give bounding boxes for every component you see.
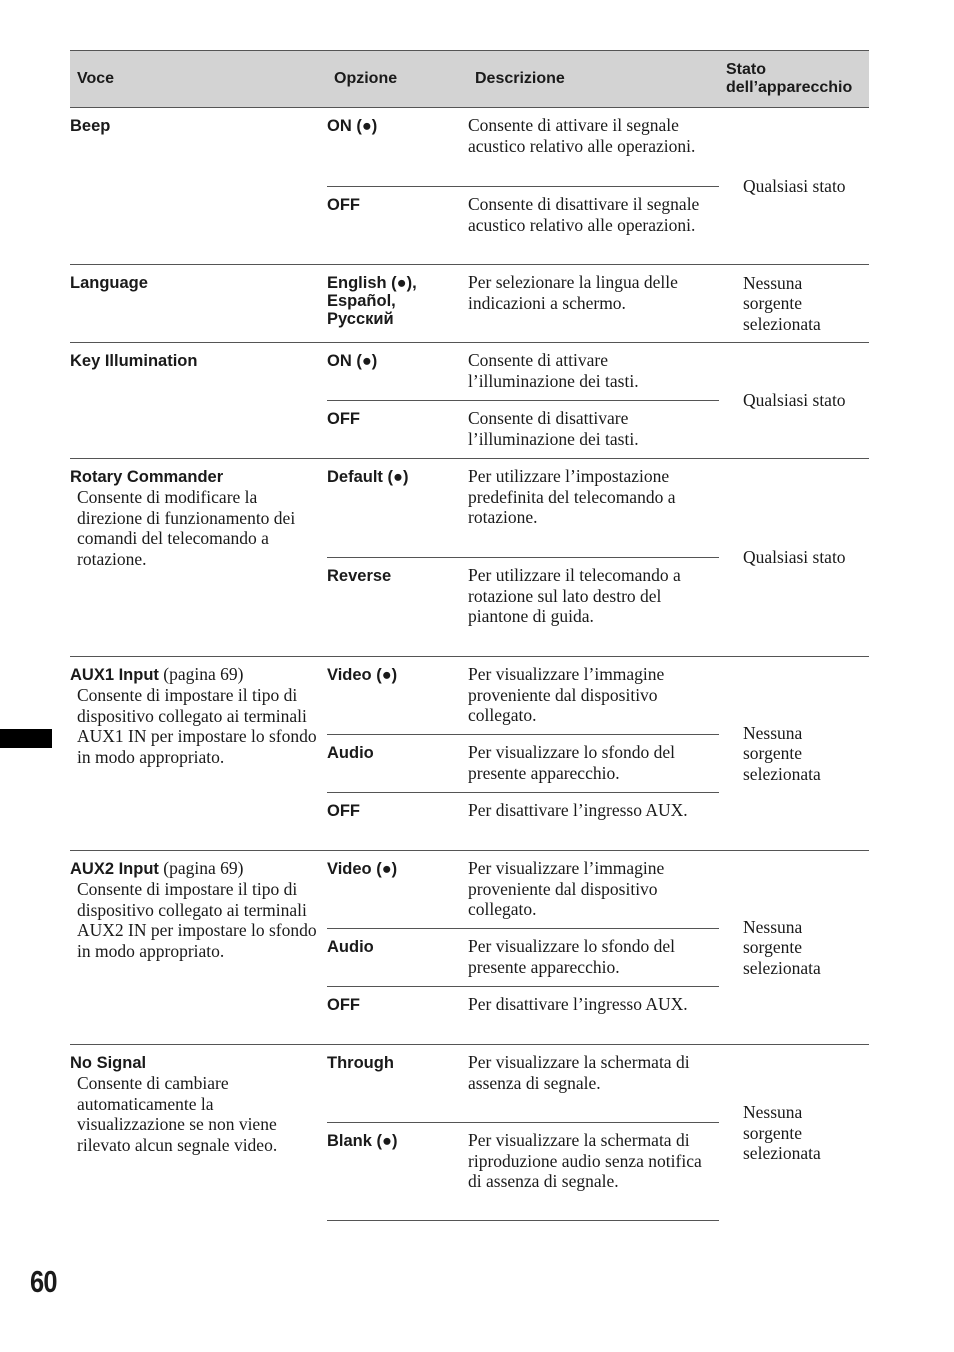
state-cell: Nessuna sorgente selezionata xyxy=(719,1045,869,1221)
table-row xyxy=(70,343,869,401)
description-cell: Per utilizzare l’impostazione predefinita del telecomando a rotazione. xyxy=(468,459,719,558)
item-name: No Signal xyxy=(70,1054,147,1072)
item-note: Consente di impostare il tipo di dispositivo collegato ai terminali AUX1 IN per impostare lo sfondo in modo appropriato. xyxy=(77,685,317,767)
page-number: 60 xyxy=(30,1264,57,1299)
item-cell xyxy=(70,265,327,343)
item-name: AUX1 Input xyxy=(70,666,159,684)
option-cell: English (●), Español, Русский xyxy=(327,265,468,343)
item-name: Language xyxy=(70,274,148,292)
item-note: Consente di cambiare automaticamente la visualizzazione se non viene rilevato alcun segnale video. xyxy=(77,1073,278,1155)
option-cell: ON (●) xyxy=(327,343,468,401)
item-cell xyxy=(70,851,327,1045)
option-cell: Default (●) xyxy=(327,459,468,558)
table-row xyxy=(70,108,869,187)
state-cell: Nessuna sorgente selezionata xyxy=(719,657,869,851)
item-cell xyxy=(70,657,327,851)
option-cell: OFF xyxy=(327,987,468,1045)
description-cell: Consente di disattivare l’illuminazione dei tasti. xyxy=(468,401,719,459)
table-row xyxy=(70,657,869,735)
header-description: Descrizione xyxy=(468,51,719,108)
table-row xyxy=(70,265,869,343)
description-cell: Per disattivare l’ingresso AUX. xyxy=(468,793,719,851)
header-state: Stato dell’apparecchio xyxy=(719,51,869,108)
description-cell: Per visualizzare lo sfondo del presente apparecchio. xyxy=(468,929,719,987)
item-note: Consente di modificare la direzione di funzionamento dei comandi del telecomando a rotazione. xyxy=(77,487,296,569)
description-cell: Per disattivare l’ingresso AUX. xyxy=(468,987,719,1045)
option-cell: Video (●) xyxy=(327,657,468,735)
page-reference: (pagina 69) xyxy=(158,858,244,878)
option-cell: OFF xyxy=(327,401,468,459)
description-cell: Per visualizzare l’immagine proveniente dal dispositivo collegato. xyxy=(468,851,719,929)
option-cell: Audio xyxy=(327,929,468,987)
option-cell: Audio xyxy=(327,735,468,793)
state-cell: Qualsiasi stato xyxy=(719,343,869,459)
item-cell xyxy=(70,459,327,657)
option-cell: Reverse xyxy=(327,558,468,657)
table-row xyxy=(70,851,869,929)
description-cell: Per visualizzare l’immagine proveniente dal dispositivo collegato. xyxy=(468,657,719,735)
item-note: Consente di impostare il tipo di dispositivo collegato ai terminali AUX2 IN per impostare lo sfondo in modo appropriato. xyxy=(77,879,317,961)
state-cell: Qualsiasi stato xyxy=(719,459,869,657)
option-cell: ON (●) xyxy=(327,108,468,187)
option-cell: Video (●) xyxy=(327,851,468,929)
header-item: Voce xyxy=(70,51,327,108)
description-cell: Per visualizzare lo sfondo del presente apparecchio. xyxy=(468,735,719,793)
table-row xyxy=(70,459,869,558)
item-cell xyxy=(70,108,327,265)
description-cell: Per visualizzare la schermata di assenza di segnale. xyxy=(468,1045,719,1123)
header-option: Opzione xyxy=(327,51,468,108)
table-header-row xyxy=(70,51,869,108)
option-cell: OFF xyxy=(327,187,468,265)
table-row xyxy=(70,1045,869,1123)
description-cell: Consente di disattivare il segnale acustico relativo alle operazioni. xyxy=(468,187,719,265)
state-cell: Nessuna sorgente selezionata xyxy=(719,265,869,343)
description-cell: Consente di attivare l’illuminazione dei tasti. xyxy=(468,343,719,401)
item-name: Key Illumination xyxy=(70,352,198,370)
item-name: Beep xyxy=(70,117,111,135)
option-cell: Blank (●) xyxy=(327,1123,468,1221)
item-cell xyxy=(70,343,327,459)
settings-table xyxy=(70,50,869,1221)
section-tab-marker xyxy=(0,729,52,748)
page-reference: (pagina 69) xyxy=(158,664,244,684)
item-name: AUX2 Input xyxy=(70,860,159,878)
state-cell: Nessuna sorgente selezionata xyxy=(719,851,869,1045)
description-cell: Per selezionare la lingua delle indicazioni a schermo. xyxy=(468,265,719,343)
description-cell: Per visualizzare la schermata di riproduzione audio senza notifica di assenza di segnale. xyxy=(468,1123,719,1221)
description-cell: Consente di attivare il segnale acustico relativo alle operazioni. xyxy=(468,108,719,187)
description-cell: Per utilizzare il telecomando a rotazione sul lato destro del piantone di guida. xyxy=(468,558,719,657)
item-cell xyxy=(70,1045,327,1221)
item-name: Rotary Commander xyxy=(70,468,224,486)
option-cell: Through xyxy=(327,1045,468,1123)
option-cell: OFF xyxy=(327,793,468,851)
state-cell: Qualsiasi stato xyxy=(719,108,869,265)
